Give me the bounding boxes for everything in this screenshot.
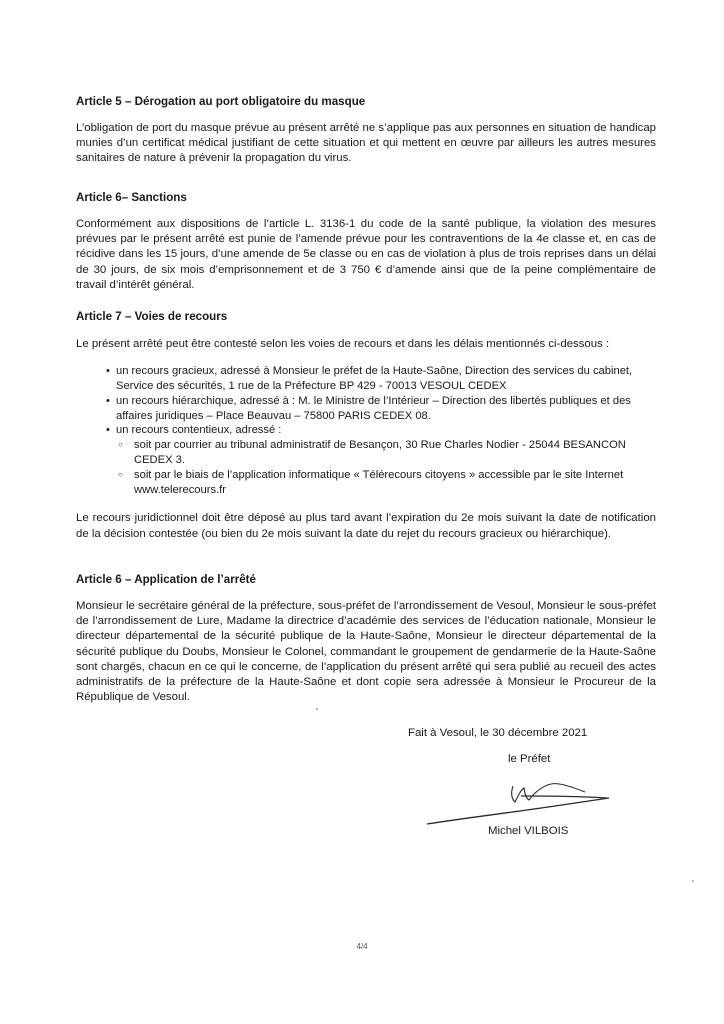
article-6-application-body: Monsieur le secrétaire général de la préfecture, sous-préfet de l’arrondissement de Vesoul, Monsieur le sous-préfet de l’arrondissement de Lure, Madame la directrice d’académie des services de l’éducation nationale, Monsieur le directeur départemental de la sécurité publique de la Haute-Saône, Monsieur le directeur départemental de la sécurité publique du Doubs, Monsieur le Colonel, commandant le groupement de gendarmerie de la Haute-Saône sont chargés, chacun en ce qui le concerne, de l’application du présent arrêté qui sera publié au recueil des actes administratifs de la préfecture de la Haute-Saône et dont copie sera adressée à Monsieur le Procureur de la République de Vesoul. [76,600,656,704]
article-5 [76,94,656,167]
place-date: Fait à Vesoul, le 30 décembre 2021 [408,727,588,739]
signatory-role: le Préfet [508,753,551,765]
article-7-title: Article 7 – Voies de recours [76,310,228,323]
list-item: ○ soit par le biais de l’application informatique « Télérecours citoyens » accessible par le site Internet www.telerecours.fr [116,468,636,498]
article-6-application-title: Article 6 – Application de l’arrêté [76,573,256,586]
contentious-sublist [116,438,636,497]
article-7-outro: Le recours juridictionnel doit être déposé au plus tard avant l’expiration du 2e mois suivant la date de notification de la décision contestée (ou bien du 2e mois suivant la date du rejet du recours gracieux ou hiérarchique). [76,512,656,540]
list-item: • un recours gracieux, adressé à Monsieur le préfet de la Haute-Saône, Direction des services du cabinet, Service des sécurités, 1 rue de la Préfecture BP 429 - 70013 VESOUL CEDEX [76,364,636,394]
article-6-application [76,572,656,705]
signatory-name: Michel VILBOIS [488,825,569,837]
page-number: 4/4 [356,942,368,951]
article-6-sanctions-title: Article 6– Sanctions [76,191,187,204]
handwritten-signature [425,772,615,830]
article-6-sanctions [76,190,656,293]
speck [692,880,694,882]
list-item: • un recours contentieux, adressé : ○ soit par courrier au tribunal administratif de Besançon, 30 Rue Charles Nodier - 25044 BESANCON CEDEX 3. ○ soit par le biais de l’application informatique « Télérecours citoyens » accessible par le site Internet www.telerecours.fr [76,423,636,497]
speck [316,708,318,710]
article-5-title: Article 5 – Dérogation au port obligatoire du masque [76,95,366,108]
list-item: ○ soit par courrier au tribunal administratif de Besançon, 30 Rue Charles Nodier - 25044 BESANCON CEDEX 3. [116,438,636,468]
article-5-body: L’obligation de port du masque prévue au présent arrêté ne s’applique pas aux personnes en situation de handicap munies d’un certificat médical justifiant de cette situation et qui mettent en œuvre par ailleurs les autres mesures sanitaires de nature à prévenir la propagation du virus. [76,122,656,165]
article-6-sanctions-body: Conformément aux dispositions de l’article L. 3136-1 du code de la santé publique, la violation des mesures prévues par le présent arrêté est punie de l’amende prévue pour les contraventions de la 4e classe et, en cas de récidive dans les 15 jours, d’une amende de 5e classe ou en cas de violation à plus de trois reprises dans un délai de 30 jours, de six mois d’emprisonnement et de 3 750 € d’amende ainsi que de la peine complémentaire de travail d’intérêt général. [76,218,656,291]
recourse-list [76,364,636,497]
article-7-intro: Le présent arrêté peut être contesté selon les voies de recours et dans les délais mentionnés ci-dessous : [76,338,610,350]
article-7 [76,309,656,542]
list-item: • un recours hiérarchique, adressé à : M. le Ministre de l’Intérieur – Direction des libertés publiques et des affaires juridiques – Place Beauvau – 75800 PARIS CEDEX 08. [76,394,636,424]
